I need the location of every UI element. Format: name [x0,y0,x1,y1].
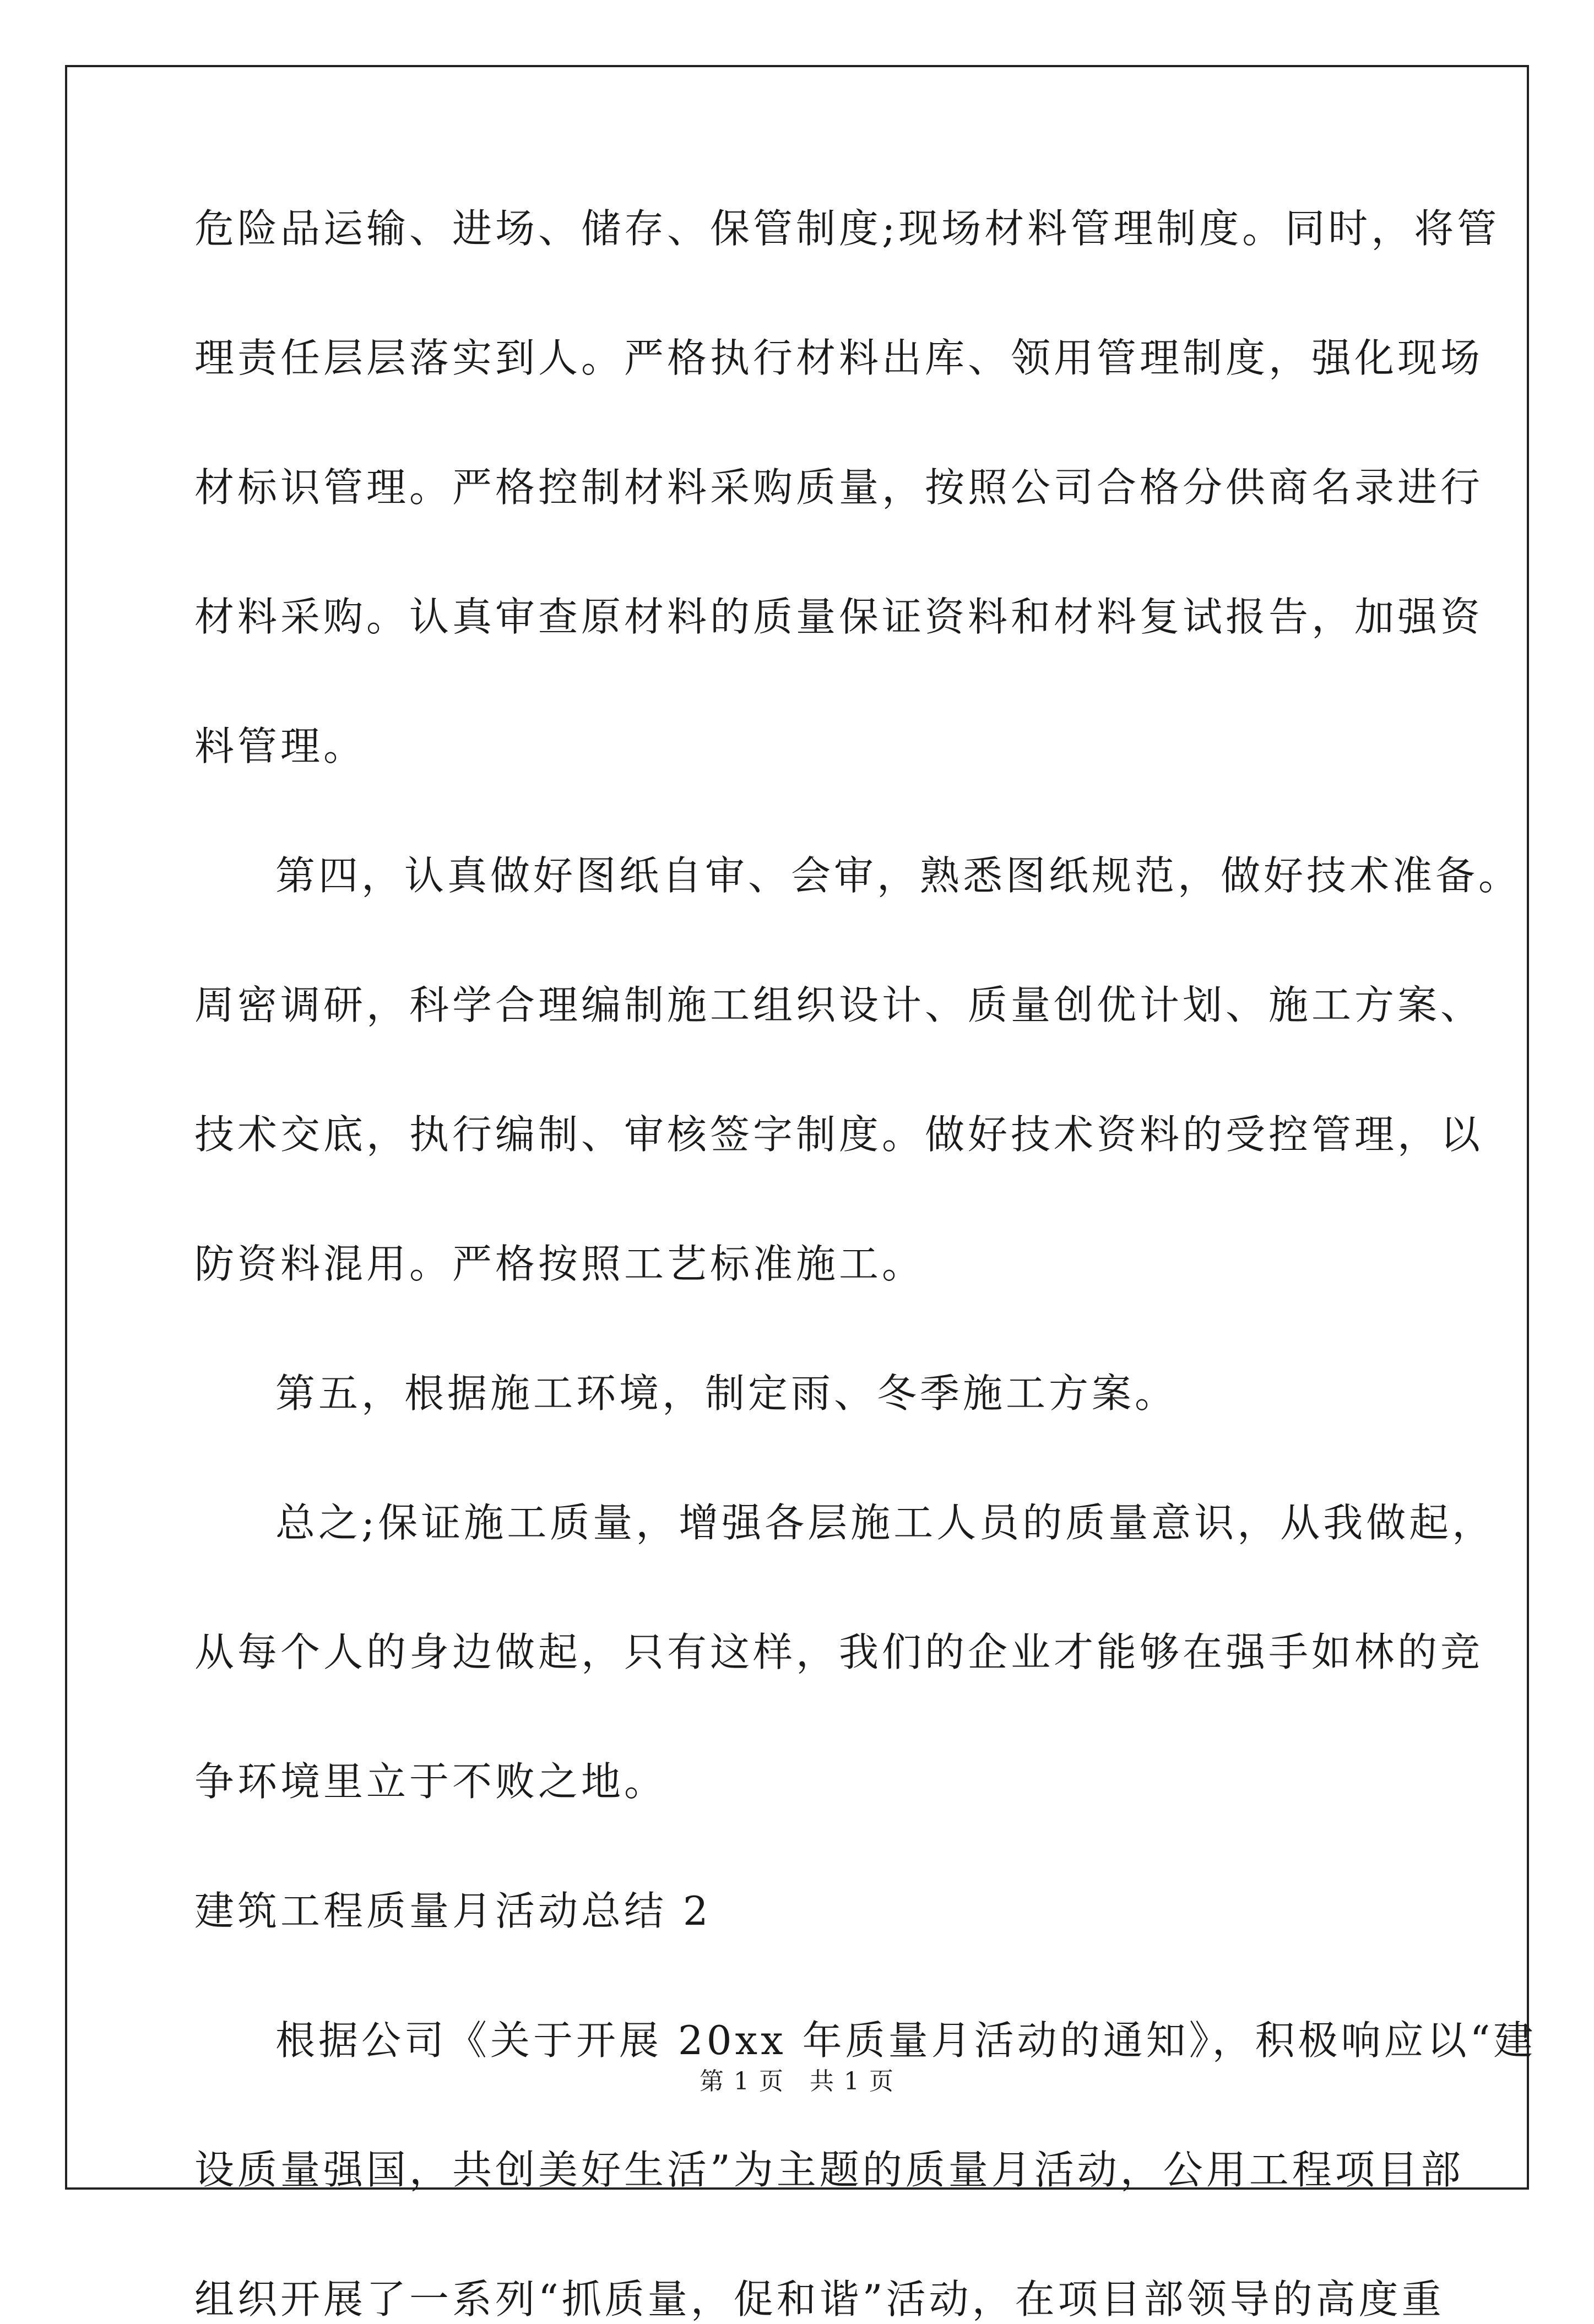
paragraph-start: 第四，认真做好图纸自审、会审，熟悉图纸规范，做好技术准备。 [275,853,1522,899]
text-line: 材标识管理。严格控制材料采购质量，按照公司合格分供商名录进行 [194,464,1484,511]
text-line: 理责任层层落实到人。严格执行材料出库、领用管理制度，强化现场 [194,335,1484,381]
paragraph-start: 根据公司《关于开展 20xx 年质量月活动的通知》，积极响应以“建 [275,2017,1537,2064]
text-line: 设质量强国，共创美好生活”为主题的质量月活动，公用工程项目部 [194,2147,1464,2193]
paragraph-start: 总之;保证施工质量，增强各层施工人员的质量意识，从我做起， [275,1500,1495,1546]
text-line: 技术交底，执行编制、审核签字制度。做好技术资料的受控管理，以 [194,1111,1484,1158]
text-line: 从每个人的身边做起，只有这样，我们的企业才能够在强手如林的竞 [194,1629,1484,1675]
text-line: 料管理。 [194,723,367,769]
text-line: 周密调研，科学合理编制施工组织设计、质量创优计划、施工方案、 [194,982,1484,1028]
text-line: 防资料混用。严格按照工艺标准施工。 [194,1241,925,1287]
text-line: 材料采购。认真审查原材料的质量保证资料和材料复试报告，加强资 [194,594,1484,640]
paragraph-start: 第五，根据施工环境，制定雨、冬季施工方案。 [275,1370,1178,1416]
page-number-footer: 第 1 页 共 1 页 [700,2067,894,2095]
section-heading: 建筑工程质量月活动总结 2 [194,1888,712,1934]
text-line: 危险品运输、进场、储存、保管制度;现场材料管理制度。同时，将管 [194,205,1500,252]
text-line: 争环境里立于不败之地。 [194,1758,668,1805]
text-line: 组织开展了一系列“抓质量，促和谐”活动，在项目部领导的高度重 [194,2276,1445,2322]
